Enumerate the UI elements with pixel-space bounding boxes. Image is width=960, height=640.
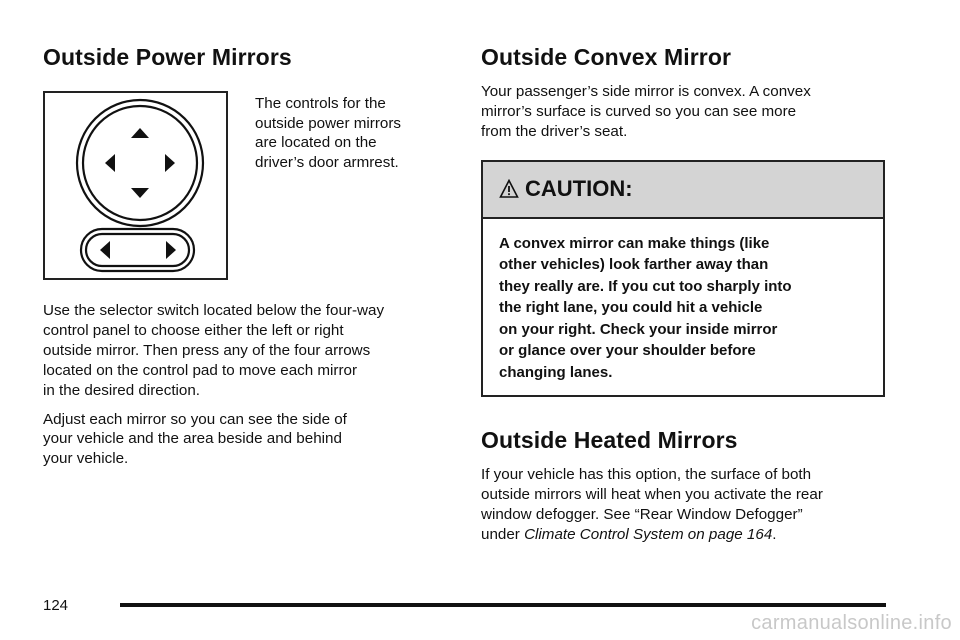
mirror-control-pad-icon — [45, 93, 226, 278]
left-column — [43, 44, 453, 469]
right-column — [481, 44, 886, 545]
paragraph-selector-switch: Use the selector switch located below the four-way control panel to choose either the left or right outside mirror. Then press any of the four arrows located on the control pad to move each mirror in the desired direction. — [43, 302, 385, 399]
arrow-up-icon — [131, 128, 149, 138]
selector-right-icon — [166, 241, 176, 259]
arrow-left-icon — [105, 154, 115, 172]
caution-header — [483, 162, 883, 219]
arrow-down-icon — [131, 188, 149, 198]
heading-outside-power-mirrors: Outside Power Mirrors — [43, 44, 292, 70]
paragraph-adjust-mirror: Adjust each mirror so you can see the side of your vehicle and the area beside and behind your vehicle. — [43, 410, 347, 468]
caution-box — [481, 160, 885, 398]
paragraph-convex-mirror: Your passenger’s side mirror is convex. A convex mirror’s surface is curved so you can see more from the driver’s seat. — [481, 83, 811, 140]
mirror-control-illustration — [43, 91, 228, 280]
heading-outside-convex-mirror: Outside Convex Mirror — [481, 44, 732, 70]
caution-triangle-icon — [499, 179, 519, 199]
arrow-right-icon — [165, 154, 175, 172]
heading-outside-heated-mirrors: Outside Heated Mirrors — [481, 427, 738, 454]
caution-title: CAUTION: — [525, 176, 633, 202]
intro-row — [43, 91, 453, 291]
intro-text: The controls for the outside power mirrors are located on the driver’s door armrest. — [255, 95, 402, 172]
caution-body: A convex mirror can make things (like other vehicles) look farther away than they really are. If you cut too sharply into the right lane, you could hit a vehicle on your right. Check your inside mirror or glance over your shoulder before changing lanes. — [499, 234, 792, 381]
climate-control-reference: Climate Control System on page 164 — [524, 525, 773, 543]
selector-left-icon — [100, 241, 110, 259]
page-number: 124 — [43, 597, 69, 614]
footer-rule — [120, 603, 886, 607]
watermark: carmanualsonline.info — [751, 612, 952, 634]
paragraph-heated-mirrors: If your vehicle has this option, the surface of both outside mirrors will heat when you activate the rear window defogger. See “Rear Window Defogger” under Climate Control System on page 164. — [481, 466, 823, 543]
